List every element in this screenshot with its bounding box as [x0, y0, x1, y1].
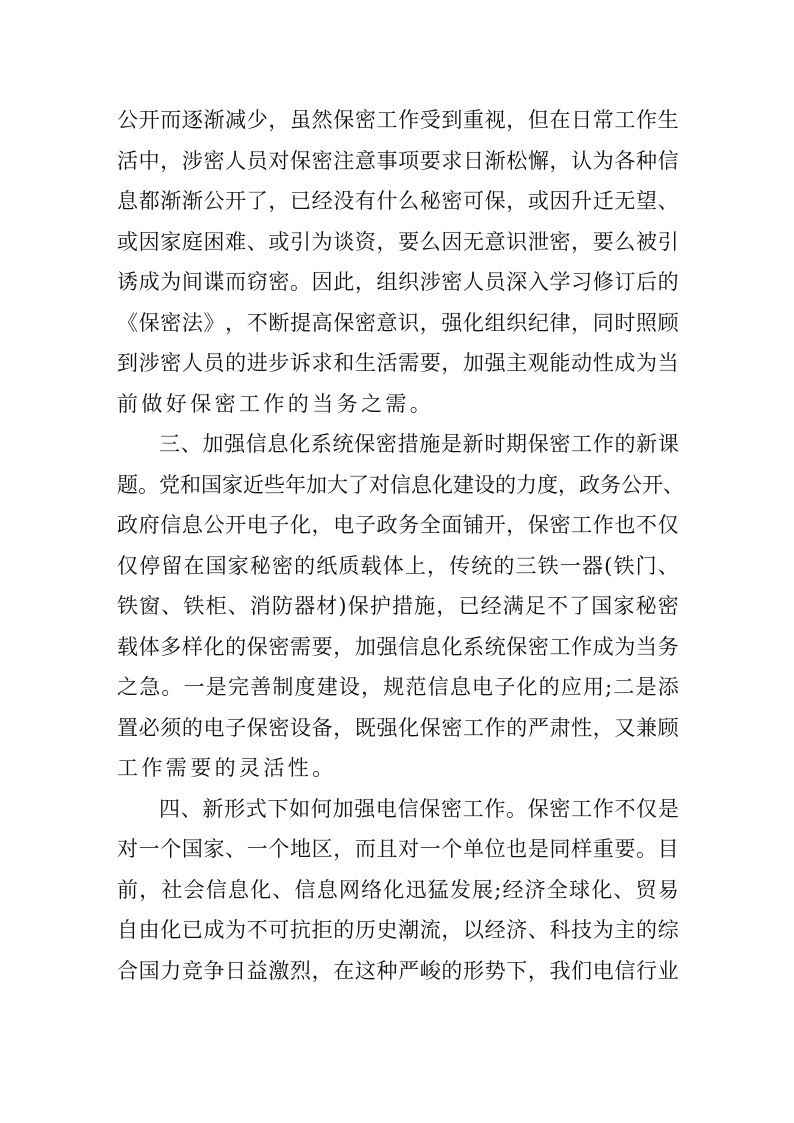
text-line: 题 。 党 和 国 家 近 些 年 加 大 了 对 信 息 化 建 设 的 力 度 ， 政 务 公 开 、	[117, 472, 684, 497]
text-line: 前 ， 社 会 信 息 化 、 信 息 网 络 化 迅 猛 发 展 ; 经 济 全 球 化 、 贸 易	[117, 877, 679, 902]
text-line: 公 开 而 逐 渐 减 少 ， 虽 然 保 密 工 作 受 到 重 视 ， 但 在 日 常 工 作 生	[117, 108, 679, 132]
text-line: 工作需要的灵活性。	[117, 756, 337, 780]
text-line: 诱 成 为 间 谍 而 窃 密 。 因 此 ， 组 织 涉 密 人 员 深 入 学 习 修 订 后 的	[117, 270, 679, 294]
text-line: 政 府 信 息 公 开 电 子 化 ， 电 子 政 务 全 面 铺 开 ， 保 密 工 作 也 不 仅	[117, 513, 679, 537]
text-line: 仅 停 留 在 国 家 秘 密 的 纸 质 载 体 上 ， 传 统 的 三 铁 一 器 ( 铁 门 、	[117, 553, 679, 578]
text-line: 对 一 个 国 家 、 一 个 地 区 ， 而 且 对 一 个 单 位 也 是 同 样 重 要 。 目	[117, 837, 679, 861]
text-line: 活 中 ， 涉 密 人 员 对 保 密 注 意 事 项 要 求 日 渐 松 懈 ， 认 为 各 种 信	[117, 148, 679, 173]
text-line: 前做好保密工作的当务之需。	[117, 391, 435, 416]
text-line: 之 急 。 一 是 完 善 制 度 建 设 ， 规 范 信 息 电 子 化 的 应 用 ; 二 是 添	[117, 675, 679, 699]
text-line: 合 国 力 竞 争 日 益 激 烈 ， 在 这 种 严 峻 的 形 势 下 ， 我 们 电 信 行 业	[117, 958, 679, 983]
text-line: 《 保 密 法 》 ， 不 断 提 高 保 密 意 识 ， 强 化 组 织 纪 律 ， 同 时 照 顾	[117, 310, 679, 335]
text-line: 载 体 多 样 化 的 保 密 需 要 ， 加 强 信 息 化 系 统 保 密 工 作 成 为 当 务	[117, 634, 679, 659]
text-line: 到 涉 密 人 员 的 进 步 诉 求 和 生 活 需 要 ， 加 强 主 观 能 动 性 成 为 当	[117, 351, 679, 375]
text-line: 铁 窗 、 铁 柜 、 消 防 器 材 ) 保 护 措 施 ， 已 经 满 足 不 了 国 家 秘 密	[117, 594, 679, 618]
document-body	[117, 100, 684, 991]
text-line: 置 必 须 的 电 子 保 密 设 备 ， 既 强 化 保 密 工 作 的 严 肃 性 ， 又 兼 顾	[117, 715, 679, 740]
text-line: 三 、 加 强 信 息 化 系 统 保 密 措 施 是 新 时 期 保 密 工 作 的 新 课	[159, 432, 679, 456]
text-line: 自 由 化 已 成 为 不 可 抗 拒 的 历 史 潮 流 ， 以 经 济 、 科 技 为 主 的 综	[117, 918, 679, 942]
text-line: 四 、 新 形 式 下 如 何 加 强 电 信 保 密 工 作 。 保 密 工 作 不 仅 是	[159, 796, 679, 821]
text-line: 息 都 渐 渐 公 开 了 ， 已 经 没 有 什 么 秘 密 可 保 ， 或 因 升 迁 无 望 、	[117, 189, 679, 213]
text-line: 或 因 家 庭 困 难 、 或 引 为 谈 资 ， 要 么 因 无 意 识 泄 密 ， 要 么 被 引	[117, 229, 679, 254]
